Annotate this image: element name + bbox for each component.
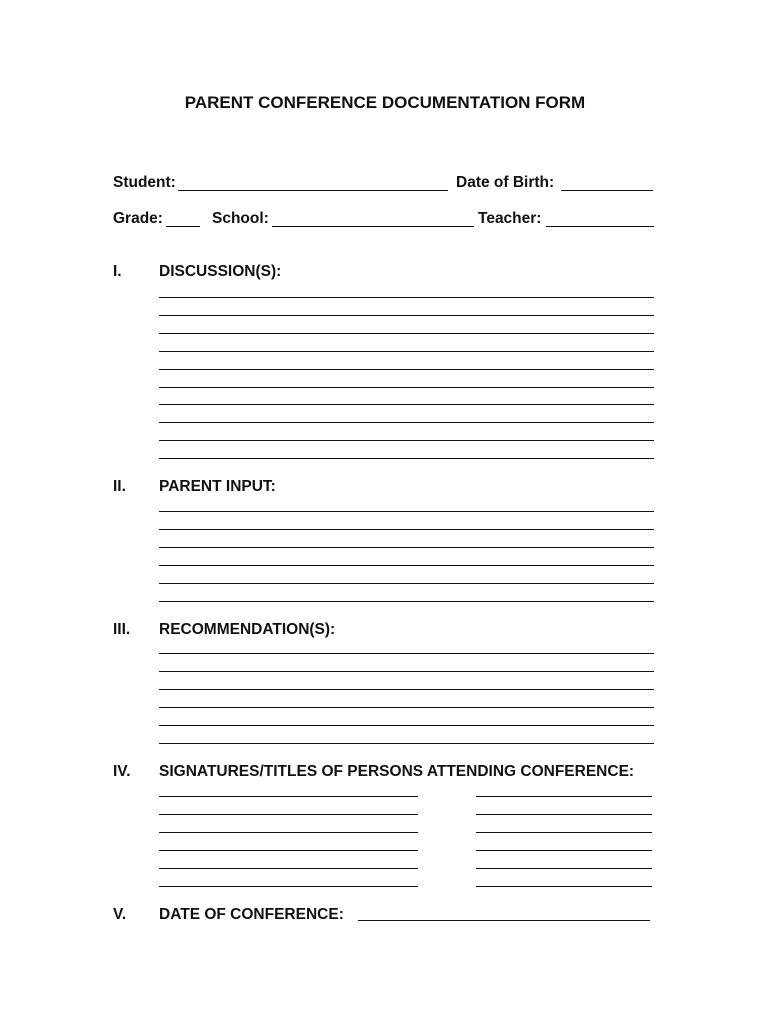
form-title: PARENT CONFERENCE DOCUMENTATION FORM	[184, 93, 586, 112]
recommendation-line[interactable]	[159, 653, 654, 654]
teacher-label: Teacher:	[478, 210, 542, 227]
recommendation-line[interactable]	[159, 671, 654, 672]
school-label: School:	[212, 210, 269, 227]
signature-line-right[interactable]	[476, 868, 652, 869]
section-1-heading: DISCUSSION(S):	[159, 263, 282, 280]
section-2-heading: PARENT INPUT:	[159, 478, 276, 495]
section-2-numeral: II.	[113, 478, 126, 495]
signature-line-right[interactable]	[476, 850, 652, 851]
recommendation-line[interactable]	[159, 743, 654, 744]
parent-input-line[interactable]	[159, 565, 654, 566]
discussion-line[interactable]	[159, 404, 654, 405]
discussion-line[interactable]	[159, 369, 654, 370]
recommendation-line[interactable]	[159, 707, 654, 708]
recommendation-line[interactable]	[159, 725, 654, 726]
parent-input-line[interactable]	[159, 511, 654, 512]
signature-line-left[interactable]	[159, 832, 418, 833]
student-field[interactable]	[178, 190, 448, 191]
signature-line-right[interactable]	[476, 832, 652, 833]
discussion-line[interactable]	[159, 315, 654, 316]
discussion-line[interactable]	[159, 387, 654, 388]
conference-date-field[interactable]	[358, 920, 650, 921]
discussion-line[interactable]	[159, 422, 654, 423]
teacher-field[interactable]	[546, 226, 654, 227]
section-4-numeral: IV.	[113, 763, 131, 780]
section-4-heading: SIGNATURES/TITLES OF PERSONS ATTENDING CONFERENCE:	[159, 763, 635, 780]
dob-label: Date of Birth:	[456, 174, 555, 191]
section-3-numeral: III.	[113, 621, 131, 638]
parent-input-line[interactable]	[159, 583, 654, 584]
signature-line-right[interactable]	[476, 814, 652, 815]
parent-input-line[interactable]	[159, 601, 654, 602]
school-field[interactable]	[272, 226, 474, 227]
signature-line-left[interactable]	[159, 868, 418, 869]
section-5-heading: DATE OF CONFERENCE:	[159, 906, 344, 923]
discussion-line[interactable]	[159, 333, 654, 334]
discussion-line[interactable]	[159, 458, 654, 459]
discussion-line[interactable]	[159, 440, 654, 441]
recommendation-line[interactable]	[159, 689, 654, 690]
parent-input-line[interactable]	[159, 547, 654, 548]
section-5-numeral: V.	[113, 906, 127, 923]
grade-field[interactable]	[166, 226, 200, 227]
discussion-line[interactable]	[159, 351, 654, 352]
discussion-line[interactable]	[159, 297, 654, 298]
grade-label: Grade:	[113, 210, 163, 227]
signature-line-left[interactable]	[159, 796, 418, 797]
section-3-heading: RECOMMENDATION(S):	[159, 621, 336, 638]
signature-line-left[interactable]	[159, 814, 418, 815]
parent-input-line[interactable]	[159, 529, 654, 530]
section-1-numeral: I.	[113, 263, 122, 280]
signature-line-left[interactable]	[159, 886, 418, 887]
signature-line-right[interactable]	[476, 796, 652, 797]
student-label: Student:	[113, 174, 176, 191]
signature-line-left[interactable]	[159, 850, 418, 851]
signature-line-right[interactable]	[476, 886, 652, 887]
dob-field[interactable]	[561, 190, 653, 191]
